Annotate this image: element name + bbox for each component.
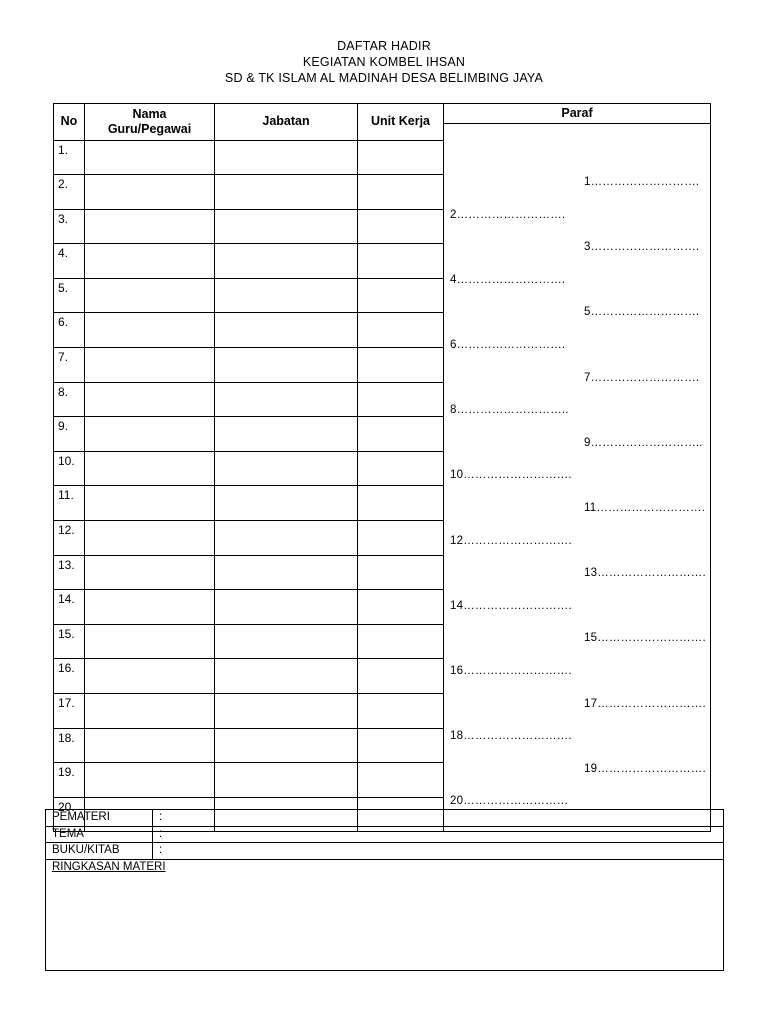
unit-kerja-cell[interactable]	[358, 209, 444, 244]
unit-kerja-cell[interactable]	[358, 278, 444, 313]
jabatan-cell[interactable]	[215, 555, 358, 590]
signature-line: 7……………………….	[584, 371, 700, 384]
paraf-cell[interactable]	[444, 140, 711, 832]
attendance-rows	[54, 140, 711, 832]
signature-line: 11……………………….	[584, 502, 706, 514]
row-number: 5.	[54, 278, 85, 313]
signature-line: 13……………………….	[584, 567, 706, 580]
pemateri-value[interactable]: :	[153, 810, 724, 827]
nama-cell[interactable]	[85, 694, 215, 729]
jabatan-cell[interactable]	[215, 590, 358, 625]
signature-line: 6……………………….	[450, 339, 566, 351]
jabatan-cell[interactable]	[215, 348, 358, 383]
row-number: 19.	[54, 763, 85, 798]
tema-value[interactable]: :	[153, 826, 724, 843]
row-number: 16.	[54, 659, 85, 694]
signature-line: 9………………………..	[584, 436, 703, 449]
jabatan-cell[interactable]	[215, 209, 358, 244]
nama-cell[interactable]	[85, 382, 215, 417]
signature-area	[444, 140, 710, 831]
signature-line: 18……………………….	[450, 730, 572, 743]
jabatan-cell[interactable]	[215, 624, 358, 659]
signature-line: 19……………………….	[584, 762, 706, 775]
jabatan-cell[interactable]	[215, 659, 358, 694]
unit-kerja-cell[interactable]	[358, 313, 444, 348]
jabatan-cell[interactable]	[215, 451, 358, 486]
signature-line: 2……………………….	[450, 208, 566, 221]
jabatan-cell[interactable]	[215, 763, 358, 798]
col-header-nama-line2: Guru/Pegawai	[107, 121, 192, 136]
nama-cell[interactable]	[85, 486, 215, 521]
unit-kerja-cell[interactable]	[358, 694, 444, 729]
col-header-unit-kerja: Unit Kerja	[358, 104, 444, 141]
unit-kerja-cell[interactable]	[358, 175, 444, 210]
row-number: 12.	[54, 521, 85, 556]
jabatan-cell[interactable]	[215, 244, 358, 279]
unit-kerja-cell[interactable]	[358, 659, 444, 694]
unit-kerja-cell[interactable]	[358, 486, 444, 521]
nama-cell[interactable]	[85, 728, 215, 763]
row-number: 6.	[54, 313, 85, 348]
attendance-table	[53, 103, 711, 832]
tema-row	[46, 826, 724, 843]
summary-row	[46, 859, 724, 970]
row-number: 11.	[54, 486, 85, 521]
jabatan-cell[interactable]	[215, 521, 358, 556]
title-kegiatan: KEGIATAN KOMBEL IHSAN	[302, 55, 466, 69]
jabatan-cell[interactable]	[215, 382, 358, 417]
row-number: 18.	[54, 728, 85, 763]
col-header-nama-line1: Nama	[132, 106, 167, 121]
unit-kerja-cell[interactable]	[358, 624, 444, 659]
jabatan-cell[interactable]	[215, 313, 358, 348]
nama-cell[interactable]	[85, 244, 215, 279]
nama-cell[interactable]	[85, 417, 215, 452]
jabatan-cell[interactable]	[215, 486, 358, 521]
nama-cell[interactable]	[85, 451, 215, 486]
unit-kerja-cell[interactable]	[358, 451, 444, 486]
unit-kerja-cell[interactable]	[358, 763, 444, 798]
jabatan-cell[interactable]	[215, 728, 358, 763]
signature-line: 5……………………….	[584, 306, 700, 319]
signature-line: 20………………………	[450, 795, 569, 808]
buku-value[interactable]: :	[153, 843, 724, 860]
nama-cell[interactable]	[85, 140, 215, 175]
signature-line: 14……………………….	[450, 599, 572, 612]
signature-line: 17……………………….	[584, 697, 706, 710]
tema-label: TEMA	[46, 826, 153, 843]
table-row	[54, 140, 711, 175]
row-number: 7.	[54, 348, 85, 383]
pemateri-row	[46, 810, 724, 827]
signature-line: 12……………………….	[450, 534, 572, 547]
nama-cell[interactable]	[85, 624, 215, 659]
unit-kerja-cell[interactable]	[358, 244, 444, 279]
unit-kerja-cell[interactable]	[358, 521, 444, 556]
buku-row	[46, 843, 724, 860]
summary-label: RINGKASAN MATERI	[52, 860, 166, 873]
title-school: SD & TK ISLAM AL MADINAH DESA BELIMBING JAYA	[224, 71, 544, 85]
row-number: 9.	[54, 417, 85, 452]
nama-cell[interactable]	[85, 209, 215, 244]
unit-kerja-cell[interactable]	[358, 555, 444, 590]
jabatan-cell[interactable]	[215, 175, 358, 210]
nama-cell[interactable]	[85, 313, 215, 348]
nama-cell[interactable]	[85, 590, 215, 625]
signature-line: 4……………………….	[450, 273, 566, 286]
jabatan-cell[interactable]	[215, 140, 358, 175]
session-info-table	[45, 809, 724, 971]
col-header-jabatan: Jabatan	[215, 104, 358, 141]
unit-kerja-cell[interactable]	[358, 382, 444, 417]
buku-label: BUKU/KITAB	[46, 843, 153, 860]
signature-line: 8………………………..	[450, 404, 569, 417]
row-number: 20.	[54, 797, 85, 832]
row-number: 2.	[54, 175, 85, 210]
row-number: 4.	[54, 244, 85, 279]
signature-line: 10……………………….	[450, 469, 572, 482]
unit-kerja-cell[interactable]	[358, 590, 444, 625]
row-number: 15.	[54, 624, 85, 659]
row-number: 10.	[54, 451, 85, 486]
nama-cell[interactable]	[85, 521, 215, 556]
jabatan-cell[interactable]	[215, 278, 358, 313]
signature-line: 3……………………….	[584, 241, 700, 254]
col-header-paraf: Paraf	[444, 104, 711, 141]
row-number: 14.	[54, 590, 85, 625]
nama-cell[interactable]	[85, 348, 215, 383]
unit-kerja-cell[interactable]	[358, 348, 444, 383]
paraf-header-divider	[444, 123, 710, 124]
signature-line: 16……………………….	[450, 665, 572, 677]
row-number: 8.	[54, 382, 85, 417]
col-header-no: No	[54, 104, 85, 141]
row-number: 17.	[54, 694, 85, 729]
col-header-nama	[85, 104, 215, 141]
nama-cell[interactable]	[85, 175, 215, 210]
unit-kerja-cell[interactable]	[358, 417, 444, 452]
signature-line: 1……………………….	[584, 176, 700, 188]
nama-cell[interactable]	[85, 659, 215, 694]
summary-box[interactable]	[46, 859, 724, 970]
unit-kerja-cell[interactable]	[358, 728, 444, 763]
document-header	[0, 38, 768, 86]
nama-cell[interactable]	[85, 763, 215, 798]
jabatan-cell[interactable]	[215, 417, 358, 452]
row-number: 13.	[54, 555, 85, 590]
title-daftar-hadir: DAFTAR HADIR	[337, 39, 431, 53]
nama-cell[interactable]	[85, 278, 215, 313]
nama-cell[interactable]	[85, 555, 215, 590]
unit-kerja-cell[interactable]	[358, 140, 444, 175]
pemateri-label: PEMATERI	[46, 810, 153, 827]
jabatan-cell[interactable]	[215, 694, 358, 729]
row-number: 1.	[54, 140, 85, 175]
signature-line: 15……………………….	[584, 632, 706, 645]
row-number: 3.	[54, 209, 85, 244]
